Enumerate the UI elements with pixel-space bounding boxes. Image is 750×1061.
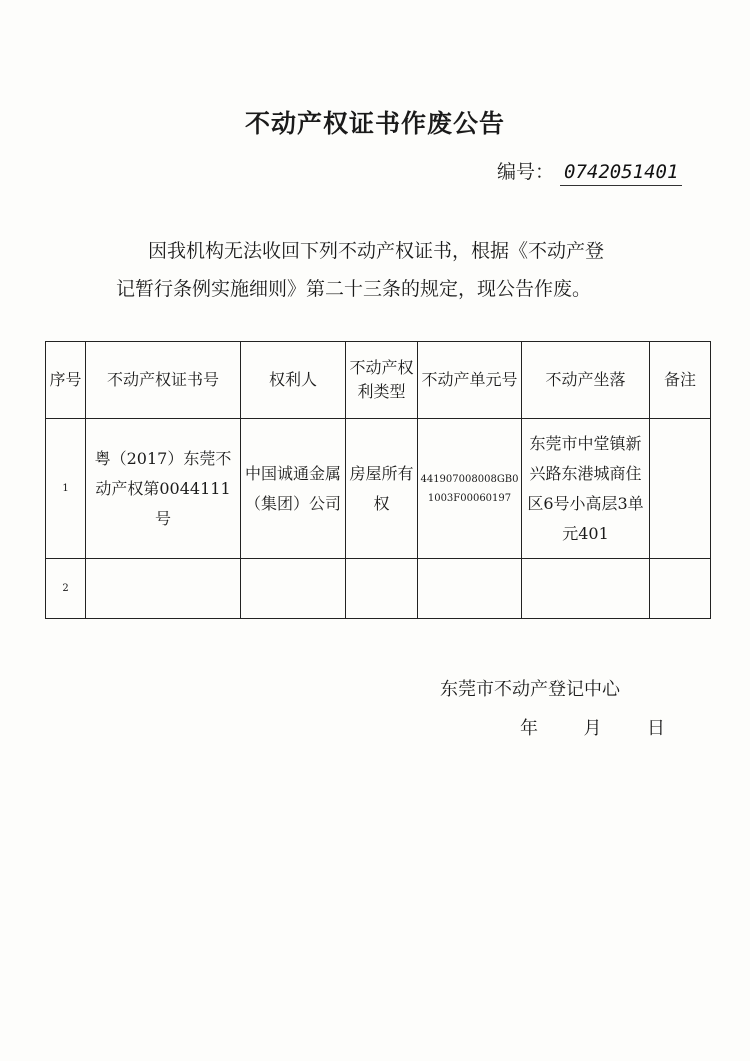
- cell-cert-no: 粤（2017）东莞不动产权第0044111号: [86, 419, 241, 559]
- issuing-organization: 东莞市不动产登记中心: [440, 679, 620, 700]
- cell-remark: [650, 419, 711, 559]
- date-line: [520, 714, 665, 740]
- cell-unit-no: [418, 559, 522, 619]
- header-owner: 权利人: [241, 342, 346, 419]
- table-row: [46, 559, 711, 619]
- paragraph-line-2: 记暂行条例实施细则》第二十三条的规定，现公告作废。: [116, 278, 592, 300]
- cell-no: 1: [46, 419, 86, 559]
- cell-owner: 中国诚通金属（集团）公司: [241, 419, 346, 559]
- header-no: 序号: [46, 342, 86, 419]
- header-cert-no: 不动产权证书号: [86, 342, 241, 419]
- cell-unit-no: 441907008008GB01003F00060197: [418, 419, 522, 559]
- table-header-row: [46, 342, 711, 419]
- day-label: 日: [646, 718, 665, 739]
- header-remark: 备注: [650, 342, 711, 419]
- header-location: 不动产坐落: [522, 342, 650, 419]
- header-right-type: 不动产权利类型: [346, 342, 418, 419]
- serial-label: 编号：: [497, 161, 555, 183]
- month-label: 月: [583, 718, 602, 739]
- cell-cert-no: [86, 559, 241, 619]
- cell-location: 东莞市中堂镇新兴路东港城商住区6号小高层3单元401: [522, 419, 650, 559]
- header-unit-no: 不动产单元号: [418, 342, 522, 419]
- table-row: [46, 419, 711, 559]
- cell-owner: [241, 559, 346, 619]
- paragraph-line-1: 因我机构无法收回下列不动产权证书，根据《不动产登: [148, 240, 605, 262]
- cell-right-type: 房屋所有权: [346, 419, 418, 559]
- serial-number: [497, 157, 682, 186]
- cell-remark: [650, 559, 711, 619]
- cell-no: 2: [46, 559, 86, 619]
- cell-location: [522, 559, 650, 619]
- document-title: 不动产权证书作废公告: [244, 109, 505, 138]
- serial-value-handwritten: 0742051401: [560, 161, 682, 186]
- certificate-table: [45, 341, 711, 619]
- cell-right-type: [346, 559, 418, 619]
- year-label: 年: [520, 718, 538, 739]
